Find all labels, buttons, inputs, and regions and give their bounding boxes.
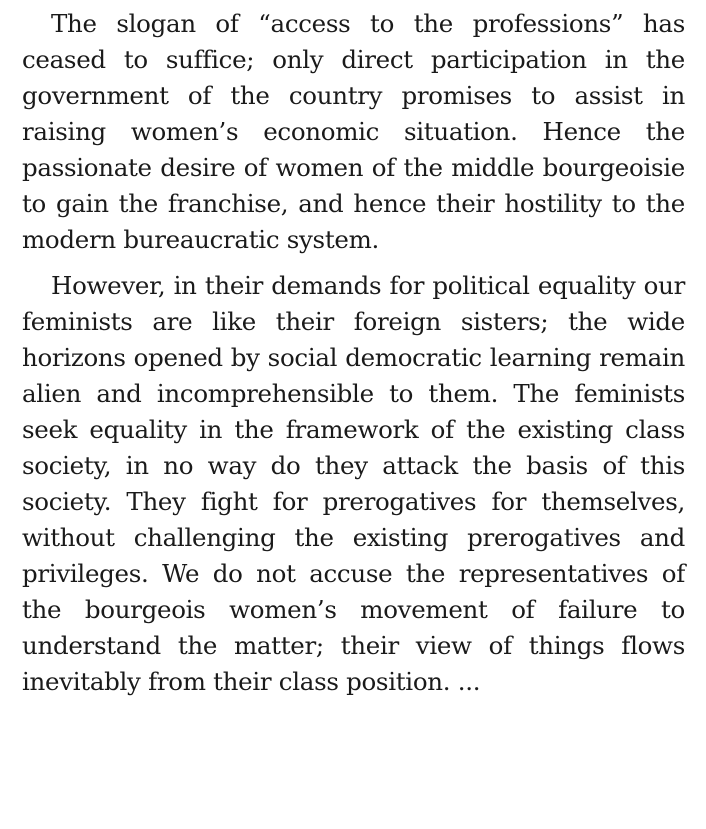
reader-page [22,6,685,700]
paragraph-1: The slogan of “access to the professions” has ceased to suffice; only direct participation in the government of the country promises to assist in raising women’s economic situation. Hence the passionate desire of women of the middle bourgeoisie to gain the franchise, and hence their hostility to the modern bureaucratic system. [22,9,685,254]
paragraph-2: However, in their demands for political equality our feminists are like their foreign sisters; the wide horizons opened by social democratic learning remain alien and incomprehensible to them. The feminists seek equality in the framework of the existing class society, in no way do they attack the basis of this society. They fight for prerogatives for themselves, without challenging the existing prerogatives and privileges. We do not accuse the representatives of the bourgeois women’s movement of failure to understand the matter; their view of things flows inevitably from their class position. ... [22,271,685,696]
